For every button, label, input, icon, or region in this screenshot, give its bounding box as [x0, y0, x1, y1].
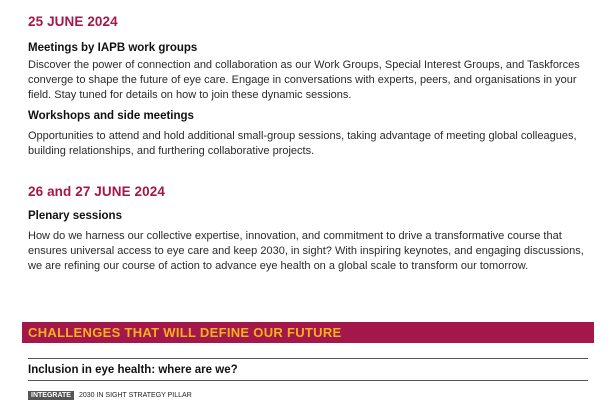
- integrate-tag: INTEGRATE: [28, 391, 74, 400]
- section-heading-plenary: Plenary sessions: [28, 210, 122, 222]
- section-heading-workshops: Workshops and side meetings: [28, 110, 194, 122]
- section-body-workshops: Opportunities to attend and hold additional small-group sessions, taking advantage of meeting global colleagues, building relationships, and furthering collaborative projects.: [28, 130, 577, 157]
- challenge-title: Inclusion in eye health: where are we?: [28, 364, 238, 376]
- section-body-plenary: How do we harness our collective expertise, innovation, and commitment to drive a transformative course that ensures universal access to eye care and keep 2030, in sight? With inspiring keynotes, and engaging discussions, we are refining our course of action to advance eye health on a global scale to transform our tomorrow.: [28, 230, 584, 272]
- challenge-meta: [28, 391, 192, 400]
- divider-top: [28, 358, 588, 359]
- strategy-pillar-label: 2030 IN SIGHT STRATEGY PILLAR: [78, 392, 192, 399]
- date-heading-day1: 25 JUNE 2024: [28, 14, 118, 29]
- section-heading-work-groups: Meetings by IAPB work groups: [28, 42, 198, 54]
- challenges-banner: [22, 322, 594, 343]
- challenges-banner-title: CHALLENGES THAT WILL DEFINE OUR FUTURE: [28, 325, 342, 340]
- date-heading-day2: 26 and 27 JUNE 2024: [28, 184, 165, 199]
- section-body-work-groups: Discover the power of connection and collaboration as our Work Groups, Special Interest Groups, and Taskforces converge to shape the future of eye care. Engage in conversations with experts, peers, and organisations in your field. Stay tuned for details on how to join these dynamic sessions.: [28, 59, 580, 101]
- divider-bottom: [28, 380, 588, 381]
